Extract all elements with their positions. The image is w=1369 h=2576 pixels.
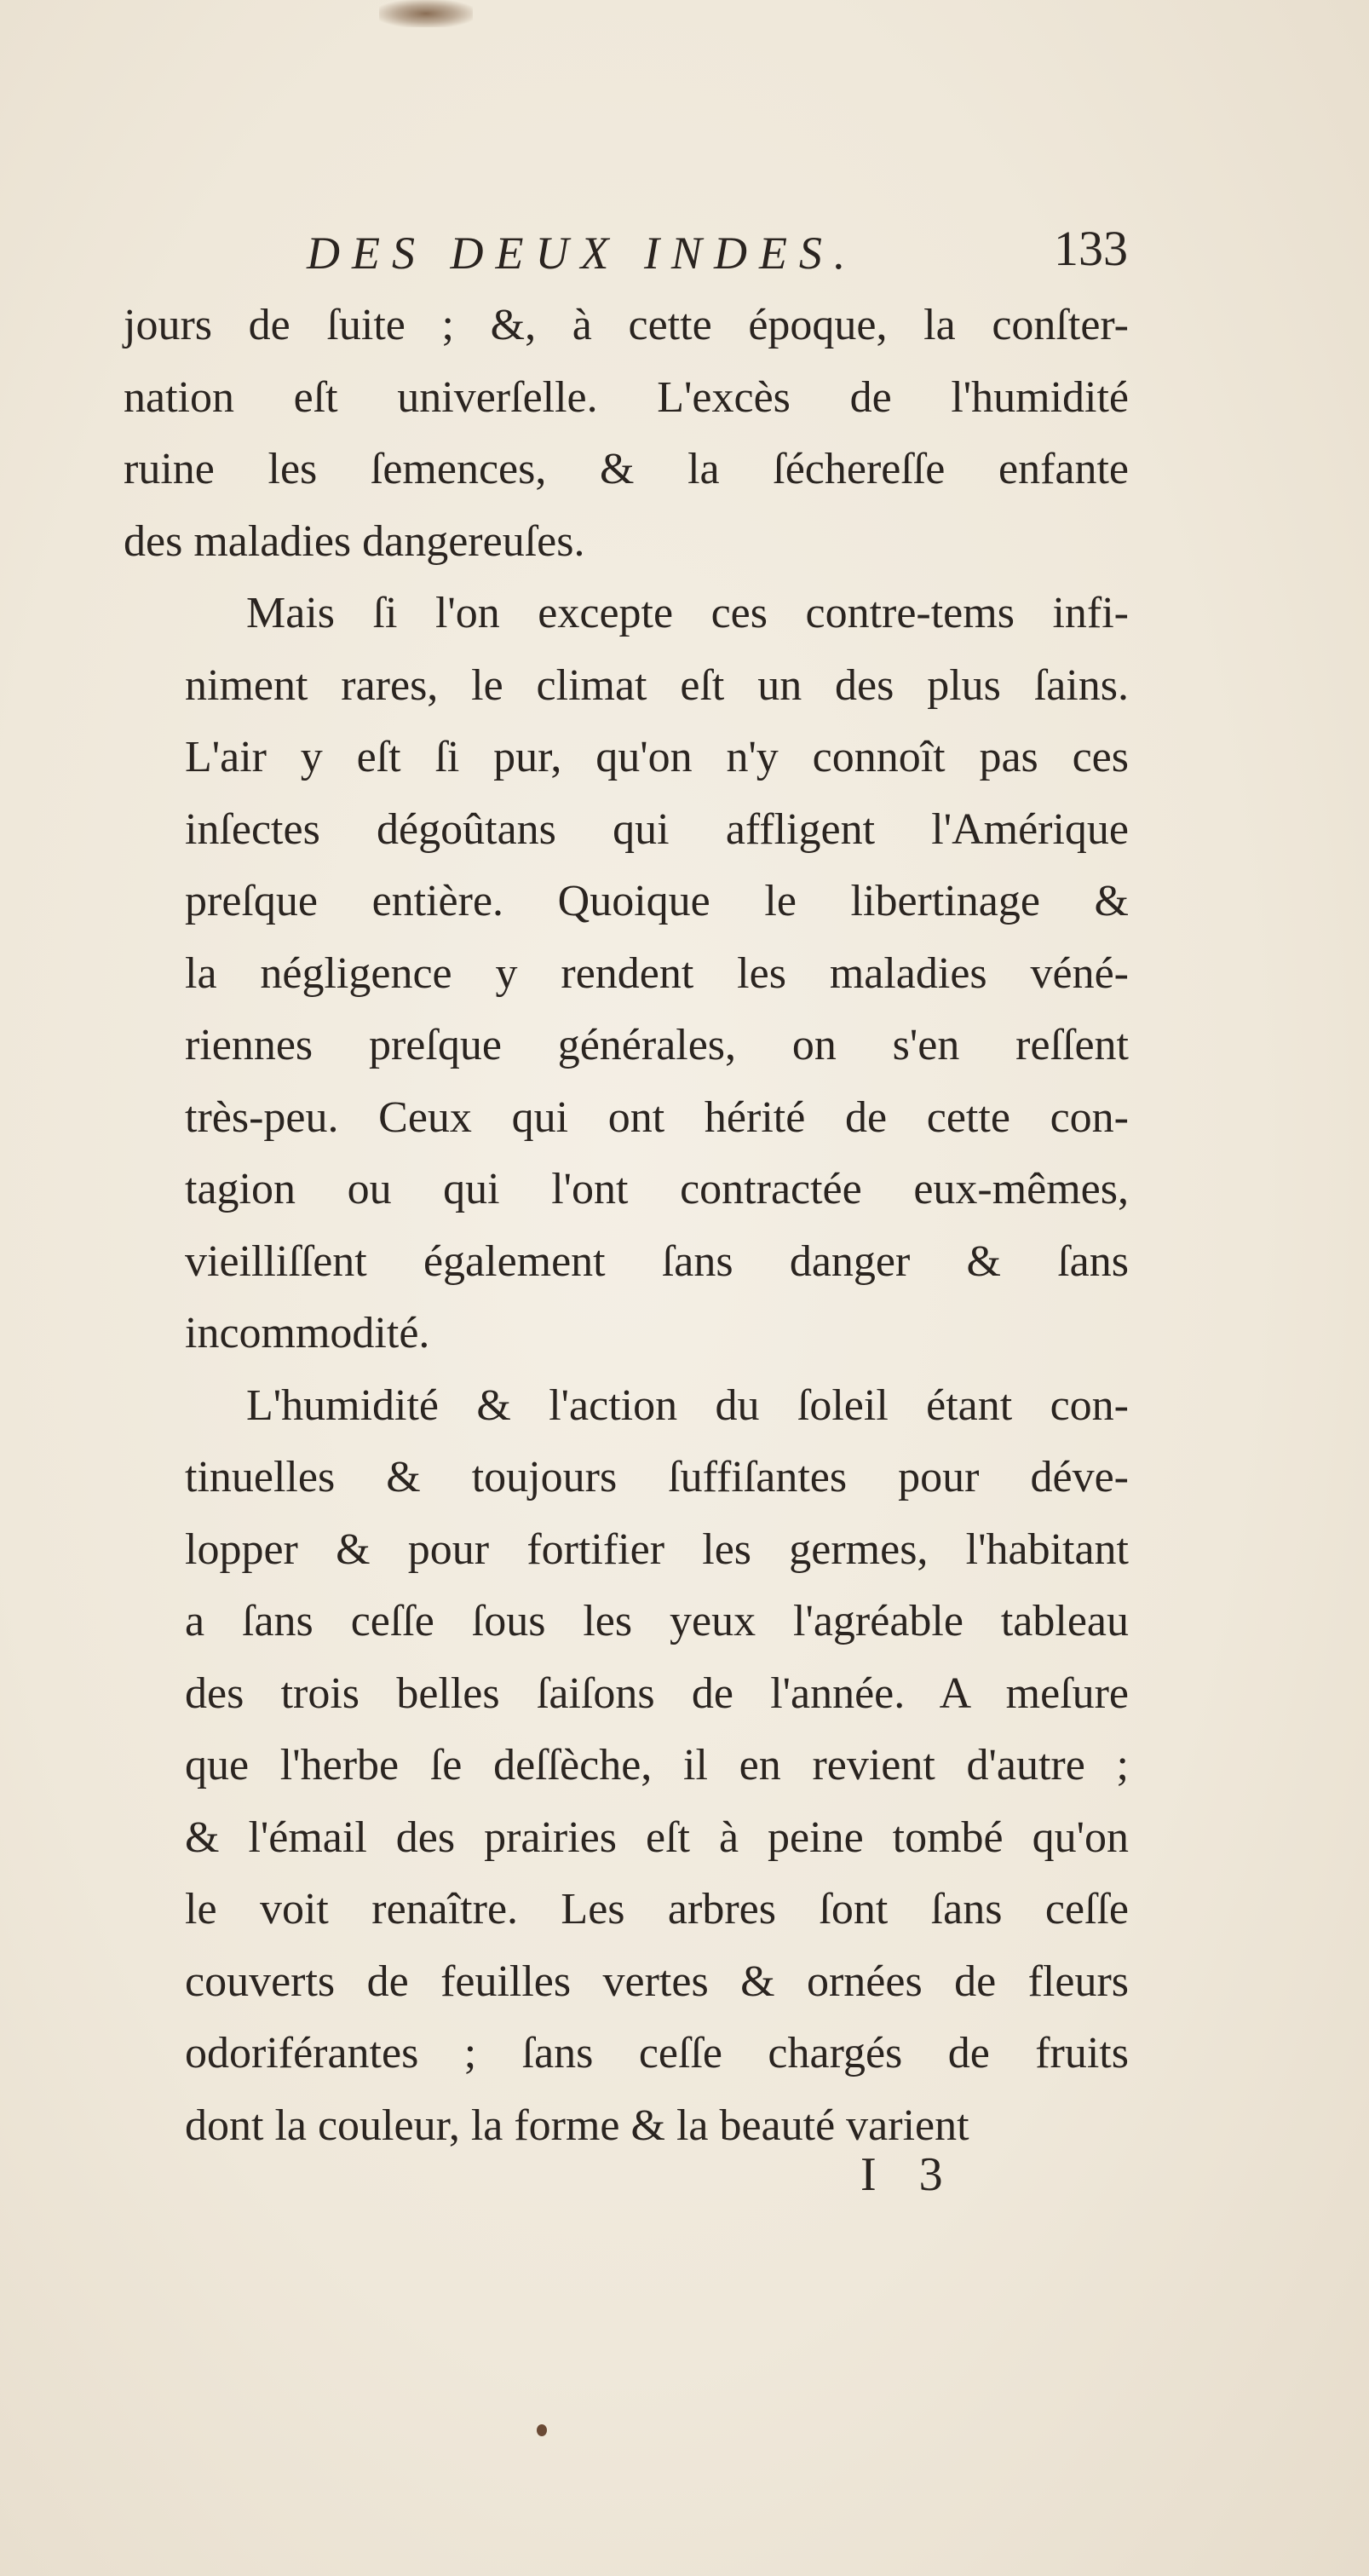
text-line: jours de ſuite ; &, à cette époque, la conſter- <box>124 301 1129 349</box>
text-line: niment rares, le climat eſt un des plus ſains. <box>185 660 1129 710</box>
text-line: des maladies dangereuſes. <box>124 516 585 566</box>
text-line: le voit renaître. Les arbres ſont ſans ceſſe <box>185 1885 1129 1933</box>
text-line: incommodité. <box>185 1309 430 1357</box>
signature-mark: I 3 <box>860 2148 958 2201</box>
text-line: preſque entière. Quoique le libertinage & <box>185 877 1129 925</box>
text-line: dont la couleur, la forme & la beauté varient <box>185 2101 969 2150</box>
text-line: Mais ſi l'on excepte ces contre-tems infi- <box>246 589 1129 637</box>
text-line: tinuelles & toujours ſuffiſantes pour déve- <box>185 1453 1129 1501</box>
running-title: DES DEUX INDES. <box>307 228 858 279</box>
text-line: odoriférantes ; ſans ceſſe chargés de fruits <box>185 2029 1129 2078</box>
text-line: nation eſt univerſelle. L'excès de l'humidité <box>124 372 1129 422</box>
page-header <box>170 220 1142 288</box>
text-line: inſectes dégoûtans qui affligent l'Amérique <box>185 804 1129 854</box>
paragraph <box>124 578 1129 1370</box>
text-line: que l'herbe ſe deſſèche, il en revient d'autre ; <box>185 1741 1129 1789</box>
text-line: très-peu. Ceux qui ont hérité de cette con- <box>185 1092 1129 1142</box>
ink-stain <box>379 0 473 27</box>
page-number: 133 <box>1054 221 1128 276</box>
text-line: vieilliſſent également ſans danger & ſans <box>185 1236 1129 1286</box>
ink-speck <box>537 2424 547 2436</box>
text-line: couverts de feuilles vertes & ornées de fleurs <box>185 1956 1129 2006</box>
paragraph <box>124 1370 1129 2163</box>
text-line: la négligence y rendent les maladies véné- <box>185 948 1129 998</box>
body-text <box>124 290 1129 2162</box>
text-line: riennes preſque générales, on s'en reſſent <box>185 1021 1129 1069</box>
text-line: ruine les ſemences, & la ſéchereſſe enfante <box>124 445 1129 493</box>
text-line: des trois belles ſaiſons de l'année. A meſure <box>185 1668 1129 1718</box>
paragraph <box>124 290 1129 578</box>
text-line: a ſans ceſſe ſous les yeux l'agréable tableau <box>185 1597 1129 1645</box>
text-line: & l'émail des prairies eſt à peine tombé qu'on <box>185 1812 1129 1862</box>
text-line: tagion ou qui l'ont contractée eux-mêmes, <box>185 1165 1129 1213</box>
text-line: L'air y eſt ſi pur, qu'on n'y connoît pas ces <box>185 733 1129 781</box>
text-line: lopper & pour fortifier les germes, l'habitant <box>185 1524 1129 1574</box>
text-line: L'humidité & l'action du ſoleil étant con- <box>246 1380 1129 1430</box>
